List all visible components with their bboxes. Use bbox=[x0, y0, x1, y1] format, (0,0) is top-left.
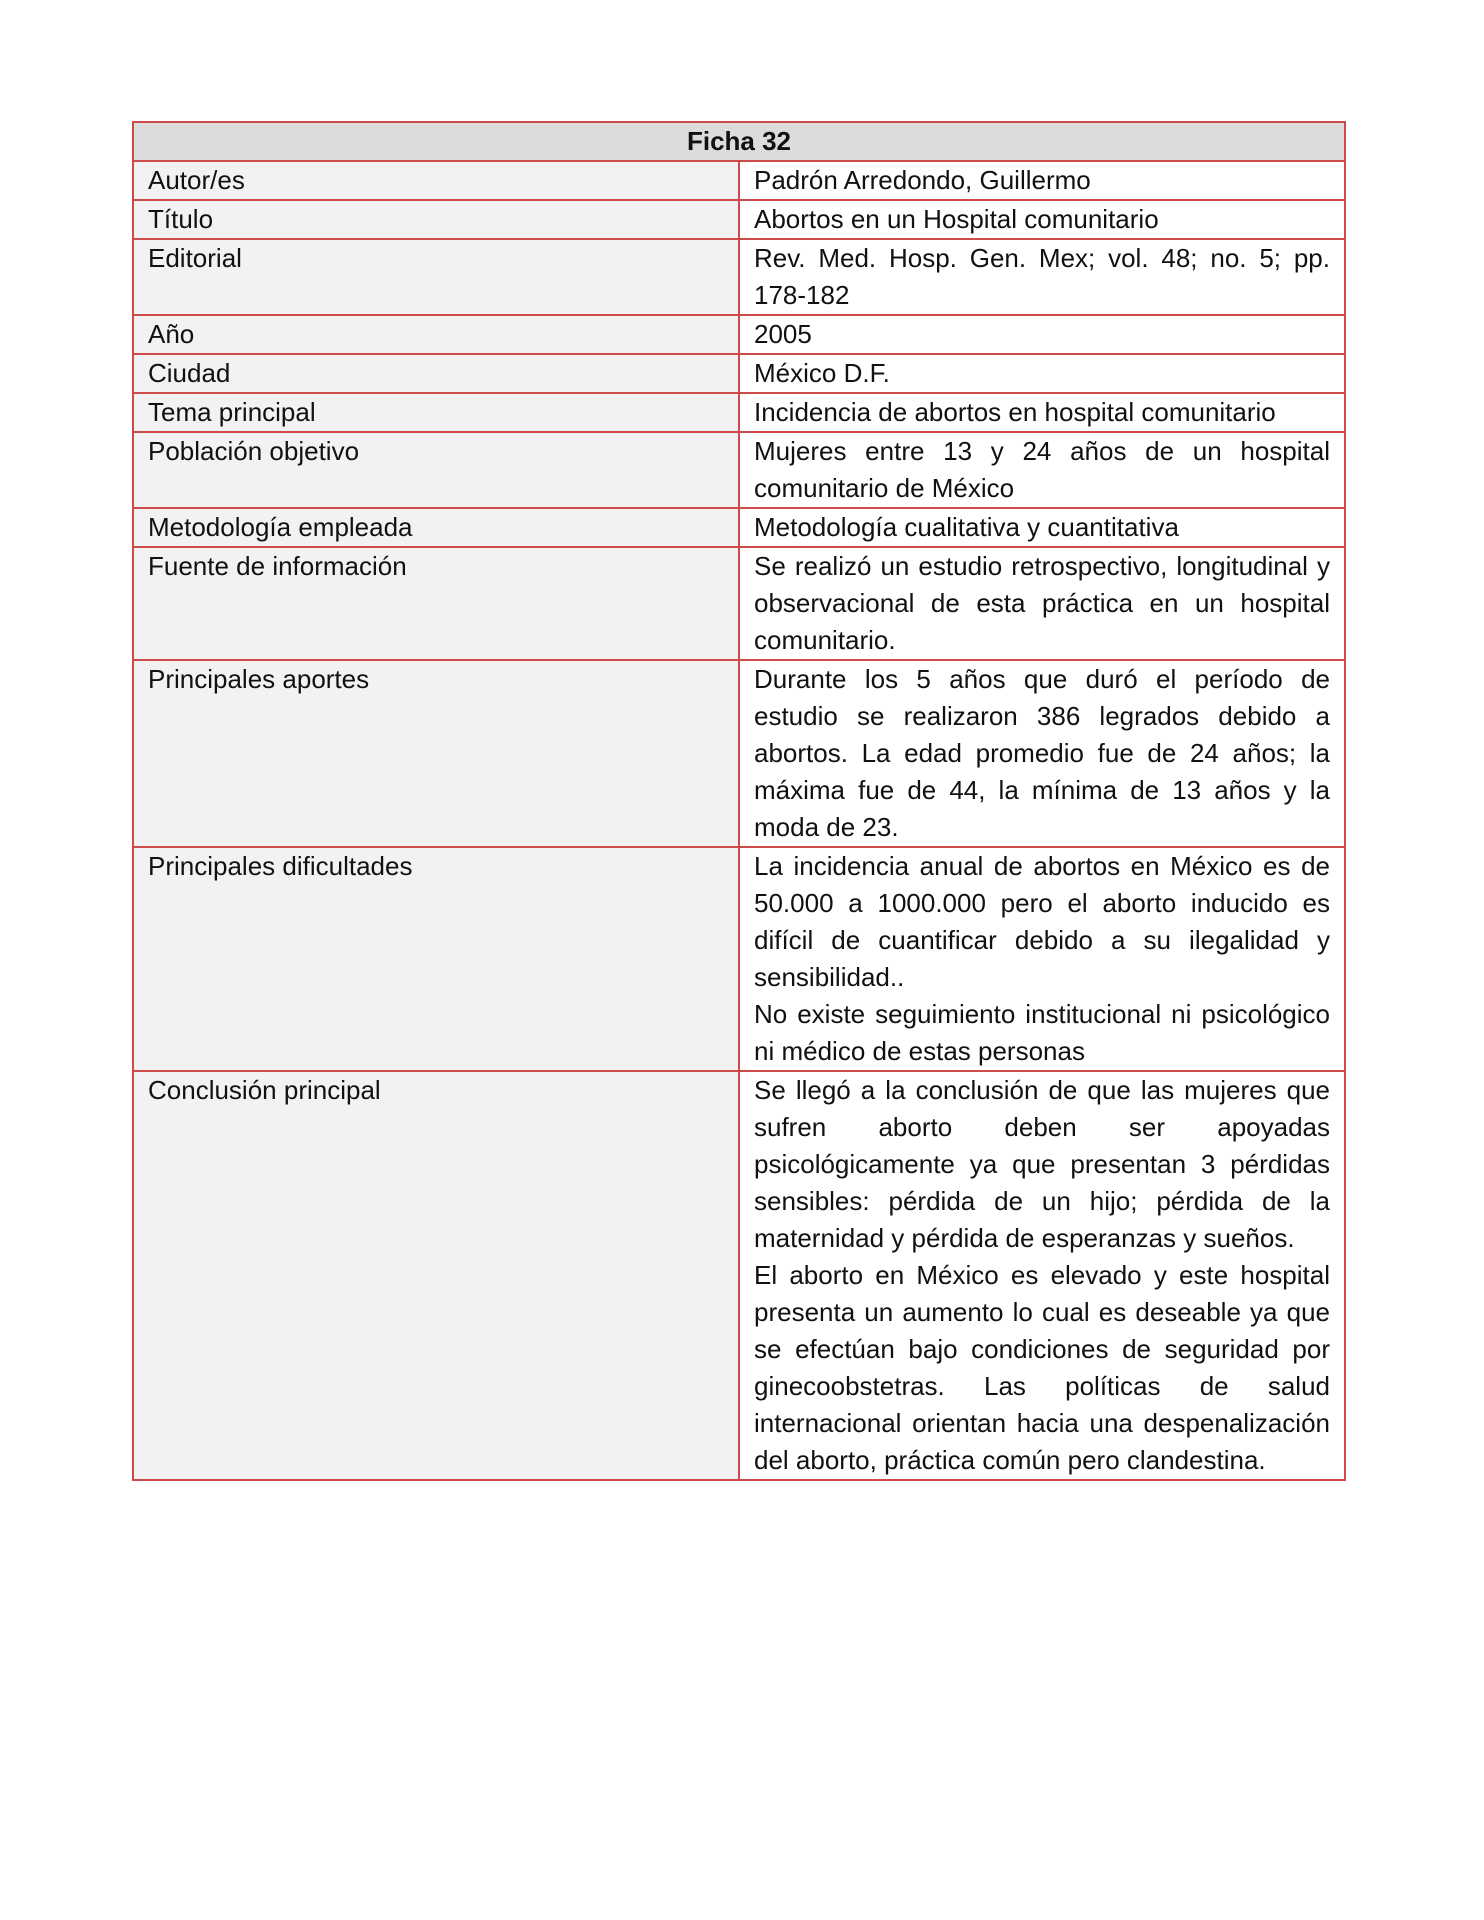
field-value bbox=[739, 200, 1345, 239]
field-value-paragraph: La incidencia anual de abortos en México es de 50.000 a 1000.000 pero el aborto inducido es difícil de cuantificar debido a su ilegalidad y sensibilidad.. bbox=[754, 851, 1330, 992]
table-row bbox=[133, 200, 1345, 239]
field-value-paragraph: El aborto en México es elevado y este hospital presenta un aumento lo cual es deseable ya que se efectúan bajo condiciones de seguridad por ginecoobstetras. Las políticas de salud internacional orientan hacia una despenalización del aborto, práctica común pero clandestina. bbox=[754, 1260, 1330, 1475]
field-value bbox=[739, 161, 1345, 200]
field-value bbox=[739, 660, 1345, 847]
table-row bbox=[133, 315, 1345, 354]
field-value-paragraph: Se realizó un estudio retrospectivo, longitudinal y observacional de esta práctica en un hospital comunitario. bbox=[754, 551, 1330, 655]
field-value bbox=[739, 508, 1345, 547]
ficha-title: Ficha 32 bbox=[133, 122, 1345, 161]
field-value-paragraph: Durante los 5 años que duró el período de estudio se realizaron 386 legrados debido a abortos. La edad promedio fue de 24 años; la máxima fue de 44, la mínima de 13 años y la moda de 23. bbox=[754, 664, 1330, 842]
table-row bbox=[133, 432, 1345, 508]
field-value-paragraph: México D.F. bbox=[754, 358, 890, 388]
field-value-paragraph: Abortos en un Hospital comunitario bbox=[754, 204, 1159, 234]
table-row bbox=[133, 393, 1345, 432]
field-label: Título bbox=[133, 200, 739, 239]
field-label: Ciudad bbox=[133, 354, 739, 393]
field-label: Fuente de información bbox=[133, 547, 739, 660]
table-row bbox=[133, 354, 1345, 393]
table-row bbox=[133, 547, 1345, 660]
table-row bbox=[133, 660, 1345, 847]
field-value-paragraph: Rev. Med. Hosp. Gen. Mex; vol. 48; no. 5; pp. 178-182 bbox=[754, 243, 1330, 310]
field-value bbox=[739, 432, 1345, 508]
table-row bbox=[133, 508, 1345, 547]
field-label: Editorial bbox=[133, 239, 739, 315]
field-value bbox=[739, 315, 1345, 354]
ficha-header-row bbox=[133, 122, 1345, 161]
field-label: Población objetivo bbox=[133, 432, 739, 508]
field-label: Conclusión principal bbox=[133, 1071, 739, 1480]
field-value bbox=[739, 1071, 1345, 1480]
field-value bbox=[739, 547, 1345, 660]
table-row bbox=[133, 847, 1345, 1071]
field-value-paragraph: No existe seguimiento institucional ni psicológico ni médico de estas personas bbox=[754, 999, 1330, 1066]
table-row bbox=[133, 1071, 1345, 1480]
table-row bbox=[133, 161, 1345, 200]
field-label: Principales aportes bbox=[133, 660, 739, 847]
field-value-paragraph: Se llegó a la conclusión de que las mujeres que sufren aborto deben ser apoyadas psicológicamente ya que presentan 3 pérdidas sensibles: pérdida de un hijo; pérdida de la maternidad y pérdida de esperanzas y sueños. bbox=[754, 1075, 1330, 1253]
field-value bbox=[739, 354, 1345, 393]
ficha-body bbox=[133, 161, 1345, 1480]
field-label: Tema principal bbox=[133, 393, 739, 432]
field-value-paragraph: Metodología cualitativa y cuantitativa bbox=[754, 512, 1179, 542]
field-value-paragraph: Incidencia de abortos en hospital comunitario bbox=[754, 397, 1276, 427]
field-value bbox=[739, 847, 1345, 1071]
field-label: Metodología empleada bbox=[133, 508, 739, 547]
field-value-paragraph: Mujeres entre 13 y 24 años de un hospital comunitario de México bbox=[754, 436, 1330, 503]
field-value-paragraph: 2005 bbox=[754, 319, 812, 349]
field-value bbox=[739, 239, 1345, 315]
field-value bbox=[739, 393, 1345, 432]
field-label: Autor/es bbox=[133, 161, 739, 200]
field-label: Año bbox=[133, 315, 739, 354]
table-row bbox=[133, 239, 1345, 315]
field-label: Principales dificultades bbox=[133, 847, 739, 1071]
ficha-table bbox=[132, 121, 1346, 1481]
field-value-paragraph: Padrón Arredondo, Guillermo bbox=[754, 165, 1091, 195]
